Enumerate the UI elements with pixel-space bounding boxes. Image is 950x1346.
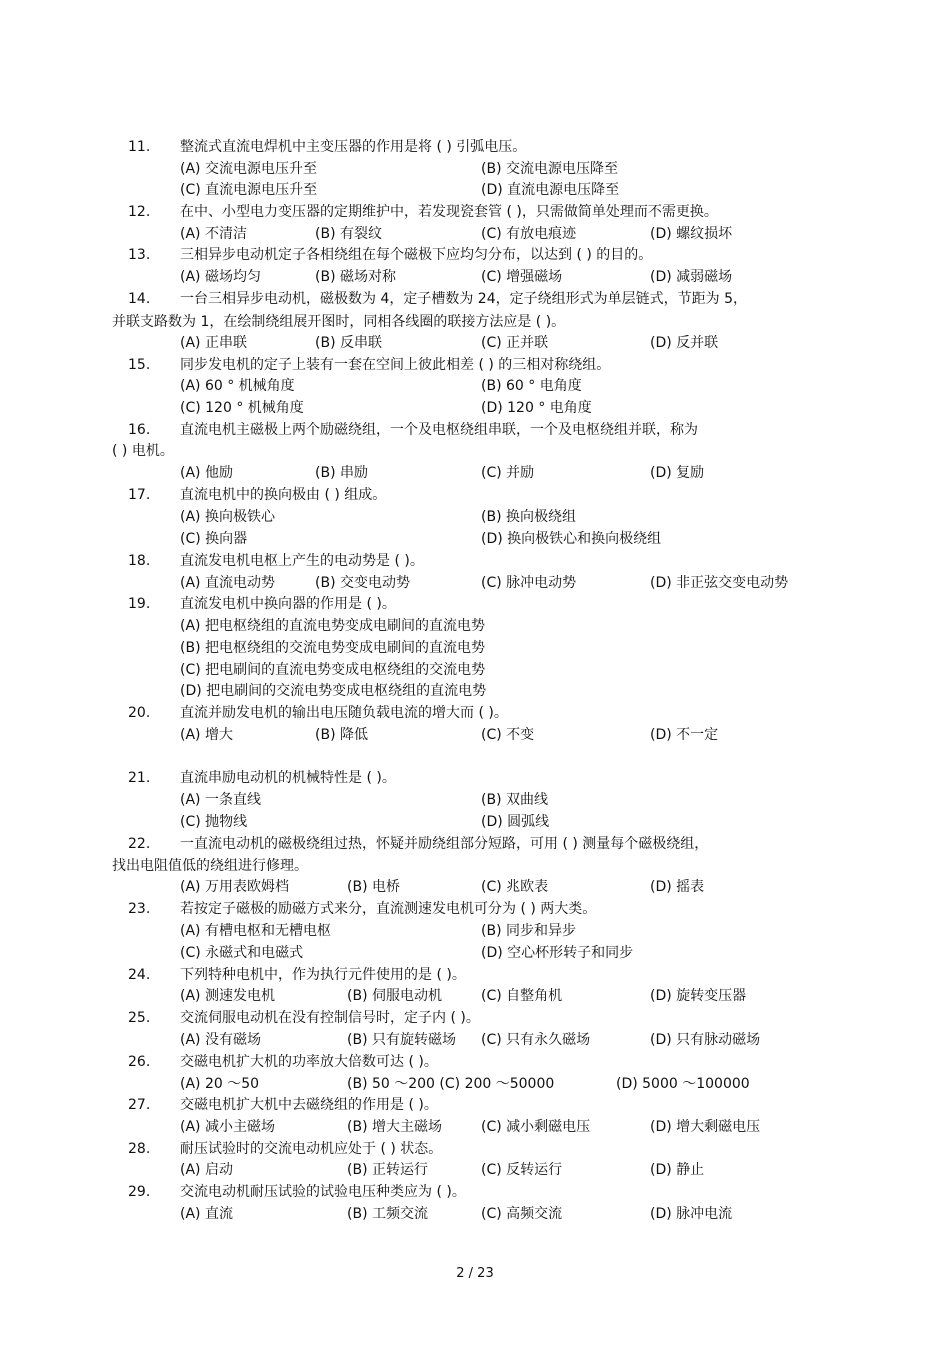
question-stem-line [0,137,950,158]
answer-option: (D) 摇表 [650,879,705,895]
answer-option: (D) 增大剩磁电压 [650,1119,761,1135]
question-stem-line [0,834,950,855]
question-stem: 交流伺服电动机在没有控制信号时，定子内 ( )。 [180,1010,480,1026]
answer-option: (A) 没有磁场 [180,1032,261,1048]
answer-option: (B) 磁场对称 [315,269,396,285]
question-stem-line [0,1139,950,1160]
question-number: 26. [128,1054,151,1070]
answer-option: (C) 只有永久磁场 [481,1032,591,1048]
question-stem-line [0,965,950,986]
question-number: 21. [128,770,151,786]
option-row [0,1204,950,1225]
option-row [0,159,950,180]
answer-option: (A) 测速发电机 [180,988,275,1004]
option-row [0,267,950,288]
answer-option: (C) 增强磁场 [481,269,563,285]
answer-option: (B) 增大主磁场 [347,1119,442,1135]
answer-option: (A) 一条直线 [180,792,261,808]
answer-option: (A) 直流 [180,1206,233,1222]
answer-option: (C) 脉冲电动势 [481,575,577,591]
option-row [0,812,950,833]
question-number: 28. [128,1141,151,1157]
question-number: 13. [128,247,151,263]
question-stem-line [0,899,950,920]
question-number: 24. [128,967,151,983]
answer-option: (C) 永磁式和电磁式 [180,945,304,961]
question-stem: 直流电机中的换向极由 ( ) 组成。 [180,487,387,503]
question-number: 14. [128,291,151,307]
question-stem-line [0,420,950,441]
option-row [0,463,950,484]
question-stem-continuation-line [0,856,950,877]
question-stem-line [0,551,950,572]
question-stem-line [0,355,950,376]
answer-option: (B) 只有旋转磁场 [347,1032,456,1048]
question-stem: 交磁电机扩大机中去磁绕组的作用是 ( )。 [180,1097,438,1113]
answer-option: (B) 换向极绕组 [481,509,576,525]
question-number: 15. [128,357,151,373]
question-number: 11. [128,139,151,155]
answer-option: (A) 换向极铁心 [180,509,275,525]
answer-option: (A) 20 ～50 [180,1076,260,1092]
answer-option: (B) 电桥 [347,879,400,895]
answer-option: (A) 正串联 [180,335,247,351]
question-stem: 直流发电机电枢上产生的电动势是 ( )。 [180,553,424,569]
question-stem-continuation-line [0,441,950,462]
option-row [0,398,950,419]
question-stem: 若按定子磁极的励磁方式来分，直流测速发电机可分为 ( ) 两大类。 [180,901,597,917]
answer-option: (C) 有放电痕迹 [481,226,577,242]
option-row [0,638,950,659]
answer-option: (B) 双曲线 [481,792,548,808]
option-row [0,681,950,702]
question-stem-line [0,202,950,223]
question-number: 27. [128,1097,151,1113]
option-row [0,616,950,637]
answer-option: (D) 螺纹损坏 [650,226,733,242]
question-number: 18. [128,553,151,569]
answer-option: (B) 工频交流 [347,1206,428,1222]
question-number: 29. [128,1184,151,1200]
answer-option: (B) 反串联 [315,335,382,351]
answer-option: (C) 兆欧表 [481,879,549,895]
option-row [0,790,950,811]
question-stem-line [0,245,950,266]
answer-option: (A) 60 ° 机械角度 [180,378,295,394]
answer-option: (D) 换向极铁心和换向极绕组 [481,531,662,547]
answer-option: (A) 直流电动势 [180,575,275,591]
option-row [0,507,950,528]
answer-option: (D) 旋转变压器 [650,988,747,1004]
answer-option: (B) 把电枢绕组的交流电势变成电刷间的直流电势 [180,640,485,656]
option-row [0,333,950,354]
question-stem-line [0,594,950,615]
answer-option: (D) 不一定 [650,727,719,743]
answer-option: (C) 换向器 [180,531,248,547]
page-number: 2 / 23 [456,1266,494,1281]
option-row [0,224,950,245]
question-stem: 交流电动机耐压试验的试验电压种类应为 ( )。 [180,1184,466,1200]
answer-option: (D) 静止 [650,1162,705,1178]
answer-option: (C) 反转运行 [481,1162,563,1178]
answer-option: (A) 万用表欧姆档 [180,879,289,895]
question-stem-line [0,1052,950,1073]
question-number: 12. [128,204,151,220]
answer-option: (A) 增大 [180,727,233,743]
question-number: 20. [128,705,151,721]
question-number: 25. [128,1010,151,1026]
answer-option: (D) 空心杯形转子和同步 [481,945,634,961]
answer-option: (B) 正转运行 [347,1162,428,1178]
option-row [0,376,950,397]
answer-option: (B) 交流电源电压降至 [481,161,618,177]
answer-option: (D) 5000 ～100000 [616,1076,750,1092]
question-stem-line [0,703,950,724]
answer-option: (A) 有槽电枢和无槽电枢 [180,923,331,939]
question-stem: 下列特种电机中，作为执行元件使用的是 ( )。 [180,967,466,983]
question-stem-continuation: 找出电阻值低的绕组进行修理。 [112,858,308,874]
option-row [0,877,950,898]
option-row [0,573,950,594]
question-stem: 在中、小型电力变压器的定期维护中，若发现瓷套管 ( )，只需做简单处理而不需更换。 [180,204,718,220]
answer-option: (C) 高频交流 [481,1206,563,1222]
answer-option: (C) 直流电源电压升至 [180,182,318,198]
answer-option: (B) 降低 [315,727,368,743]
option-row [0,180,950,201]
question-number: 16. [128,422,151,438]
answer-option: (D) 只有脉动磁场 [650,1032,761,1048]
answer-option: (C) 自整角机 [481,988,563,1004]
question-number: 19. [128,596,151,612]
answer-option: (A) 他励 [180,465,233,481]
question-stem: 直流串励电动机的机械特性是 ( )。 [180,770,396,786]
option-row [0,1117,950,1138]
question-stem-line [0,1182,950,1203]
answer-option: (A) 启动 [180,1162,233,1178]
question-stem-line [0,485,950,506]
answer-option: (D) 直流电源电压降至 [481,182,620,198]
answer-option: (B) 60 ° 电角度 [481,378,582,394]
answer-option: (D) 120 ° 电角度 [481,400,592,416]
option-row [0,921,950,942]
question-stem-continuation-line [0,312,950,333]
answer-option: (D) 脉冲电流 [650,1206,733,1222]
answer-option: (B) 有裂纹 [315,226,382,242]
question-number: 23. [128,901,151,917]
option-row [0,1160,950,1181]
answer-option: (A) 交流电源电压升至 [180,161,317,177]
answer-option: (A) 磁场均匀 [180,269,261,285]
answer-option: (D) 非正弦交变电动势 [650,575,789,591]
question-stem: 三相异步电动机定子各相绕组在每个磁极下应均匀分布，以达到 ( ) 的目的。 [180,247,653,263]
question-stem-continuation: 并联支路数为 1，在绘制绕组展开图时，同相各线圈的联接方法应是 ( )。 [112,314,566,330]
answer-option: (D) 减弱磁场 [650,269,733,285]
question-stem: 同步发电机的定子上装有一套在空间上彼此相差 ( ) 的三相对称绕组。 [180,357,611,373]
answer-option: (C) 正并联 [481,335,549,351]
answer-option: (A) 不清洁 [180,226,247,242]
answer-option: (B) 交变电动势 [315,575,410,591]
question-stem: 直流电机主磁极上两个励磁绕组，一个及电枢绕组串联，一个及电枢绕组并联，称为 [180,422,698,438]
option-row [0,1030,950,1051]
answer-option: (A) 把电枢绕组的直流电势变成电刷间的直流电势 [180,618,485,634]
option-row [0,725,950,746]
question-stem: 一直流电动机的磁极绕组过热，怀疑并励绕组部分短路，可用 ( ) 测量每个磁极绕组， [180,836,709,852]
question-stem: 交磁电机扩大机的功率放大倍数可达 ( )。 [180,1054,438,1070]
question-stem-continuation: ( ) 电机。 [112,443,174,459]
question-stem: 直流发电机中换向器的作用是 ( )。 [180,596,396,612]
question-stem: 一台三相异步电动机，磁极数为 4，定子槽数为 24，定子绕组形式为单层链式，节距为 5， [180,291,747,307]
question-stem-line [0,289,950,310]
answer-option: (C) 减小剩磁电压 [481,1119,591,1135]
answer-option: (D) 把电刷间的交流电势变成电枢绕组的直流电势 [180,683,487,699]
answer-option: (B) 同步和异步 [481,923,576,939]
option-row [0,529,950,550]
question-stem-line [0,1008,950,1029]
answer-option: (C) 把电刷间的直流电势变成电枢绕组的交流电势 [180,662,486,678]
question-stem: 整流式直流电焊机中主变压器的作用是将 ( ) 引弧电压。 [180,139,527,155]
option-row [0,943,950,964]
answer-option: (D) 复励 [650,465,705,481]
answer-option: (D) 圆弧线 [481,814,550,830]
answer-option: (D) 反并联 [650,335,719,351]
option-row [0,660,950,681]
answer-option: (A) 减小主磁场 [180,1119,275,1135]
answer-option: (B) 串励 [315,465,368,481]
question-stem-line [0,1095,950,1116]
question-stem-line [0,768,950,789]
option-row [0,1074,950,1095]
answer-option: (C) 120 ° 机械角度 [180,400,304,416]
answer-option: (C) 抛物线 [180,814,248,830]
question-stem: 耐压试验时的交流电动机应处于 ( ) 状态。 [180,1141,443,1157]
answer-option: (C) 并励 [481,465,535,481]
answer-option: (B) 50 ～200 (C) 200 ～50000 [347,1076,555,1092]
option-row [0,986,950,1007]
answer-option: (C) 不变 [481,727,535,743]
question-stem: 直流并励发电机的输出电压随负载电流的增大而 ( )。 [180,705,508,721]
question-number: 17. [128,487,151,503]
question-number: 22. [128,836,151,852]
answer-option: (B) 伺服电动机 [347,988,442,1004]
